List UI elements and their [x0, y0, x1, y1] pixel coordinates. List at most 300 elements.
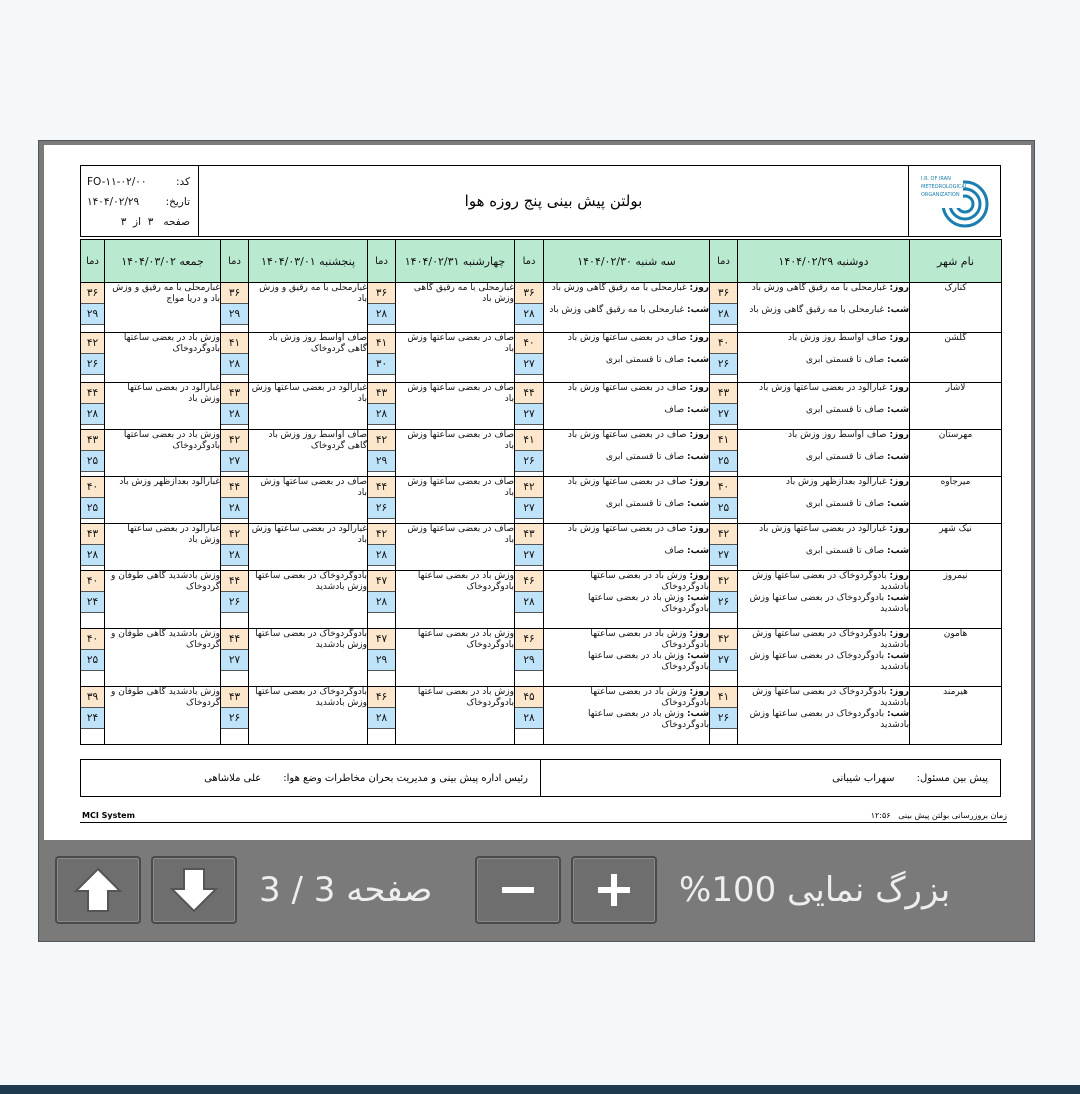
min-temp: ۲۶	[515, 451, 543, 472]
night-text: بادوگردوخاک در بعضی ساعتها وزش بادشدید	[749, 593, 909, 614]
page-up-button[interactable]	[55, 856, 141, 924]
night-text: صاف	[664, 405, 685, 415]
day-text: غبارآلود بعدازظهر وزش باد	[785, 477, 887, 487]
day-label: روز:	[689, 629, 709, 639]
date-label: تاریخ:	[165, 196, 190, 208]
min-temp: ۲۷	[515, 354, 543, 375]
night-label: شب:	[887, 452, 909, 462]
min-temp: ۲۸	[221, 498, 248, 519]
forecast-text	[544, 333, 710, 383]
forecast-table	[80, 239, 1002, 745]
page-num: ۳	[147, 216, 154, 228]
update-info	[871, 811, 1007, 820]
max-temp: ۴۴	[368, 477, 395, 498]
min-temp: ۲۵	[710, 498, 737, 519]
forecast-summary: بادوگردوخاک در بعضی ساعتها وزش بادشدید	[255, 629, 367, 650]
forecast-summary: بادوگردوخاک در بعضی ساعتها وزش بادشدید	[255, 687, 367, 708]
temperature-cell	[221, 629, 249, 687]
page-label: صفحه	[163, 216, 190, 228]
min-temp: ۲۶	[81, 354, 104, 375]
night-label: شب:	[687, 593, 709, 603]
night-text: صاف تا قسمتی ابری	[805, 499, 885, 509]
forecast-summary: غبارآلود در بعضی ساعتها وزش باد	[251, 383, 367, 404]
day-text: وزش باد در بعضی ساعتها بادوگردوخاک	[590, 687, 709, 708]
day-forecast	[738, 283, 909, 305]
max-temp: ۴۳	[221, 383, 248, 404]
max-temp: ۴۰	[710, 333, 737, 354]
table-row	[81, 571, 1002, 629]
minus-icon	[498, 870, 538, 910]
temperature-cell	[81, 333, 105, 383]
min-temp: ۲۵	[710, 451, 737, 472]
bulletin-page	[44, 145, 1031, 840]
forecast-text	[738, 430, 910, 477]
forecast-summary: وزش باد در بعضی ساعتها بادوگردوخاک	[123, 430, 220, 451]
night-text: بادوگردوخاک در بعضی ساعتها وزش بادشدید	[749, 651, 909, 672]
night-forecast	[544, 355, 709, 377]
forecast-summary: غبارمحلی با مه رقیق و وزش باد و دریا مواج	[112, 283, 220, 304]
max-temp: ۴۳	[81, 524, 104, 545]
forecast-text	[105, 571, 221, 629]
day-forecast	[544, 383, 709, 405]
system-name: MCI System	[82, 811, 135, 820]
day-label: روز:	[689, 571, 709, 581]
forecaster-name: سهراب شیبانی	[832, 772, 895, 784]
temperature-cell	[515, 687, 544, 745]
night-text: غبارمحلی با مه رقیق گاهی وزش باد	[549, 305, 685, 315]
day-text: بادوگردوخاک در بعضی ساعتها وزش بادشدید	[752, 687, 909, 708]
zoom-out-button[interactable]	[475, 856, 561, 924]
min-temp: ۲۴	[81, 708, 104, 729]
max-temp: ۳۹	[81, 687, 104, 708]
min-temp: ۲۶	[368, 498, 395, 519]
forecast-text	[105, 477, 221, 524]
min-temp: ۲۸	[221, 354, 248, 375]
night-label: شب:	[887, 593, 909, 603]
temperature-cell	[710, 571, 738, 629]
head-label: رئیس اداره پیش بینی و مدیریت بحران مخاطرات وضع هوا:	[283, 772, 528, 784]
forecast-text	[544, 524, 710, 571]
forecast-text	[738, 571, 910, 629]
forecast-summary: صاف در بعضی ساعتها وزش باد	[407, 524, 514, 545]
day-header-3: چهارشنبه ۱۴۰۴/۰۲/۳۱	[396, 240, 515, 283]
day-label: روز:	[689, 283, 709, 293]
forecast-text	[105, 430, 221, 477]
max-temp: ۳۶	[221, 283, 248, 304]
max-temp: ۴۳	[368, 383, 395, 404]
forecast-text	[544, 629, 710, 687]
forecast-text	[249, 383, 368, 430]
min-temp: ۲۹	[221, 304, 248, 325]
night-forecast	[544, 709, 709, 731]
temperature-cell	[221, 571, 249, 629]
forecast-text	[738, 283, 910, 333]
max-temp: ۴۲	[710, 629, 737, 650]
night-label: شب:	[687, 452, 709, 462]
temperature-cell	[515, 333, 544, 383]
day-text: غبارمحلی با مه رقیق گاهی وزش باد	[551, 283, 687, 293]
temperature-cell	[710, 687, 738, 745]
day-label: روز:	[889, 687, 909, 697]
temp-header: دما	[221, 240, 249, 283]
city-name: مهرستان	[910, 430, 1002, 477]
forecast-summary: غبارآلود در بعضی ساعتها وزش باد	[251, 524, 367, 545]
update-label: زمان بروزرسانی بولتن پیش بینی	[898, 811, 1007, 820]
min-temp: ۲۸	[515, 592, 543, 613]
day-label: روز:	[689, 687, 709, 697]
temperature-cell	[221, 383, 249, 430]
day-forecast	[738, 477, 909, 499]
city-name: لاشار	[910, 383, 1002, 430]
day-text: غبارآلود در بعضی ساعتها وزش باد	[759, 383, 887, 393]
temperature-cell	[221, 687, 249, 745]
forecast-text	[738, 629, 910, 687]
min-temp: ۲۹	[368, 451, 395, 472]
min-temp: ۲۶	[221, 592, 248, 613]
forecast-summary: غبارآلود در بعضی ساعتها وزش باد	[127, 524, 220, 545]
night-label: شب:	[887, 651, 909, 661]
max-temp: ۴۳	[515, 524, 543, 545]
day-label: روز:	[889, 383, 909, 393]
max-temp: ۴۳	[81, 430, 104, 451]
day-forecast	[544, 524, 709, 546]
night-label: شب:	[687, 355, 709, 365]
min-temp: ۲۷	[710, 545, 737, 566]
city-name: گلشن	[910, 333, 1002, 383]
temperature-cell	[368, 283, 396, 333]
night-text: صاف	[664, 546, 685, 556]
svg-text:METEOROLOGICAL: METEOROLOGICAL	[921, 184, 968, 190]
code-label: کد:	[175, 176, 190, 188]
day-forecast	[544, 283, 709, 305]
day-text: بادوگردوخاک در بعضی ساعتها وزش بادشدید	[752, 571, 909, 592]
max-temp: ۴۶	[515, 571, 543, 592]
temperature-cell	[515, 383, 544, 430]
city-header: نام شهر	[910, 240, 1002, 283]
forecast-text	[105, 524, 221, 571]
forecast-summary: صاف در بعضی ساعتها وزش باد	[407, 430, 514, 451]
temperature-cell	[368, 687, 396, 745]
temperature-cell	[710, 477, 738, 524]
plus-icon	[594, 870, 634, 910]
temperature-cell	[81, 571, 105, 629]
temperature-cell	[710, 524, 738, 571]
forecast-summary: صاف در بعضی ساعتها وزش باد	[407, 477, 514, 498]
forecast-summary: غبارآلود در بعضی ساعتها وزش باد	[127, 383, 220, 404]
day-header-1: دوشنبه ۱۴۰۴/۰۲/۲۹	[738, 240, 910, 283]
night-text: صاف تا قسمتی ابری	[805, 405, 885, 415]
night-text: بادوگردوخاک در بعضی ساعتها وزش بادشدید	[749, 709, 909, 730]
forecast-summary: وزش باد در بعضی ساعتها بادوگردوخاک	[417, 687, 514, 708]
max-temp: ۴۴	[515, 383, 543, 404]
temperature-cell	[368, 477, 396, 524]
max-temp: ۴۲	[221, 524, 248, 545]
night-label: شب:	[887, 305, 909, 315]
max-temp: ۴۴	[221, 571, 248, 592]
night-text: وزش باد در بعضی ساعتها بادوگردوخاک	[587, 593, 709, 614]
forecast-text	[249, 333, 368, 383]
bulletin-header	[80, 165, 1001, 237]
day-forecast	[544, 629, 709, 651]
temperature-cell	[368, 524, 396, 571]
forecast-text	[249, 524, 368, 571]
temperature-cell	[515, 571, 544, 629]
forecast-text	[249, 477, 368, 524]
forecast-summary: وزش بادشدید گاهی طوفان و گردوخاک	[111, 629, 220, 650]
day-text: صاف در بعضی ساعتها وزش باد	[567, 430, 687, 440]
forecast-text	[396, 477, 515, 524]
forecast-summary: صاف در بعضی ساعتها وزش باد	[260, 477, 367, 498]
forecast-text	[544, 477, 710, 524]
night-text: وزش باد در بعضی ساعتها بادوگردوخاک	[587, 651, 709, 672]
page-of: از	[133, 216, 142, 228]
forecast-text	[544, 430, 710, 477]
temperature-cell	[221, 430, 249, 477]
page-indicator: صفحه 3 / 3	[259, 870, 433, 910]
night-text: صاف تا قسمتی ابری	[805, 355, 885, 365]
forecast-text	[738, 524, 910, 571]
min-temp: ۲۸	[368, 708, 395, 729]
day-label: روز:	[689, 430, 709, 440]
city-name: هامون	[910, 629, 1002, 687]
max-temp: ۴۱	[710, 430, 737, 451]
night-forecast	[544, 593, 709, 615]
bulletin-title: بولتن پیش بینی پنج روزه هوا	[464, 192, 643, 210]
temperature-cell	[710, 629, 738, 687]
forecast-summary: وزش بادشدید گاهی طوفان و گردوخاک	[111, 687, 220, 708]
forecast-text	[249, 687, 368, 745]
night-forecast	[738, 546, 909, 568]
max-temp: ۴۰	[81, 629, 104, 650]
forecast-summary: صاف در بعضی ساعتها وزش باد	[407, 383, 514, 404]
arrow-down-icon	[168, 865, 220, 915]
min-temp: ۲۸	[515, 708, 543, 729]
day-forecast	[738, 333, 909, 355]
max-temp: ۴۰	[81, 477, 104, 498]
min-temp: ۲۷	[221, 650, 248, 671]
day-text: صاف اواسط روز وزش باد	[788, 430, 887, 440]
night-forecast	[738, 305, 909, 327]
max-temp: ۳۶	[710, 283, 737, 304]
night-forecast	[738, 651, 909, 673]
table-header-row	[81, 240, 1002, 283]
day-text: صاف اواسط روز وزش باد	[788, 333, 887, 343]
max-temp: ۴۶	[368, 687, 395, 708]
day-header-4: پنجشنبه ۱۴۰۴/۰۳/۰۱	[249, 240, 368, 283]
max-temp: ۴۳	[221, 687, 248, 708]
max-temp: ۳۶	[515, 283, 543, 304]
date-value: ۱۴۰۴/۰۲/۲۹	[87, 196, 140, 208]
max-temp: ۴۱	[710, 687, 737, 708]
meteorological-organization-logo	[908, 166, 1000, 236]
night-forecast	[738, 452, 909, 474]
city-name: نیمروز	[910, 571, 1002, 629]
day-label: روز:	[689, 383, 709, 393]
night-label: شب:	[687, 651, 709, 661]
max-temp: ۴۲	[221, 430, 248, 451]
max-temp: ۴۵	[515, 687, 543, 708]
min-temp: ۲۵	[81, 451, 104, 472]
min-temp: ۲۶	[221, 708, 248, 729]
max-temp: ۴۲	[368, 430, 395, 451]
day-label: روز:	[889, 477, 909, 487]
temp-header: دما	[368, 240, 396, 283]
day-text: غبارمحلی با مه رقیق گاهی وزش باد	[751, 283, 887, 293]
day-forecast	[738, 383, 909, 405]
forecast-summary: بادوگردوخاک در بعضی ساعتها وزش بادشدید	[255, 571, 367, 592]
day-label: روز:	[689, 524, 709, 534]
forecast-text	[738, 687, 910, 745]
forecaster-label: پیش بین مسئول:	[916, 772, 988, 784]
forecast-text	[738, 477, 910, 524]
night-forecast	[544, 305, 709, 327]
temperature-cell	[81, 283, 105, 333]
temperature-cell	[81, 430, 105, 477]
min-temp: ۲۸	[81, 545, 104, 566]
max-temp: ۴۰	[710, 477, 737, 498]
forecast-summary: وزش باد در بعضی ساعتها بادوگردوخاک	[417, 629, 514, 650]
code-value: FO-۱۱-۰۲/۰۰	[87, 176, 147, 188]
forecast-table-body	[81, 283, 1002, 745]
night-forecast	[544, 452, 709, 474]
min-temp: ۲۵	[81, 650, 104, 671]
max-temp: ۳۶	[81, 283, 104, 304]
day-text: صاف در بعضی ساعتها وزش باد	[567, 524, 687, 534]
city-name: هیرمند	[910, 687, 1002, 745]
zoom-in-button[interactable]	[571, 856, 657, 924]
temp-header: دما	[710, 240, 738, 283]
night-label: شب:	[887, 405, 909, 415]
night-label: شب:	[887, 355, 909, 365]
min-temp: ۲۷	[221, 451, 248, 472]
temperature-cell	[221, 283, 249, 333]
day-label: روز:	[689, 333, 709, 343]
temperature-cell	[368, 571, 396, 629]
head-name: علی ملاشاهی	[204, 772, 262, 784]
table-row	[81, 629, 1002, 687]
day-label: روز:	[889, 571, 909, 581]
temp-header: دما	[515, 240, 544, 283]
page-down-button[interactable]	[151, 856, 237, 924]
day-forecast	[544, 571, 709, 593]
night-text: صاف تا قسمتی ابری	[805, 546, 885, 556]
min-temp: ۳۰	[368, 354, 395, 375]
night-label: شب:	[687, 546, 709, 556]
forecast-text	[396, 629, 515, 687]
head-section	[81, 760, 541, 796]
night-text: صاف تا قسمتی ابری	[605, 355, 685, 365]
day-forecast	[544, 477, 709, 499]
min-temp: ۲۶	[710, 708, 737, 729]
forecast-text	[544, 687, 710, 745]
arrow-up-icon	[72, 865, 124, 915]
min-temp: ۲۷	[515, 545, 543, 566]
forecast-text	[105, 333, 221, 383]
min-temp: ۲۸	[710, 304, 737, 325]
min-temp: ۲۶	[710, 354, 737, 375]
day-text: صاف در بعضی ساعتها وزش باد	[567, 383, 687, 393]
night-label: شب:	[887, 709, 909, 719]
temperature-cell	[221, 524, 249, 571]
table-row	[81, 524, 1002, 571]
max-temp: ۴۰	[81, 571, 104, 592]
forecast-text	[738, 333, 910, 383]
day-forecast	[544, 687, 709, 709]
temperature-cell	[515, 283, 544, 333]
forecast-summary: وزش باد در بعضی ساعتها بادوگردوخاک	[123, 333, 220, 354]
pdf-viewer	[38, 140, 1035, 942]
min-temp: ۲۸	[368, 404, 395, 425]
min-temp: ۲۸	[368, 545, 395, 566]
temperature-cell	[710, 333, 738, 383]
forecast-text	[105, 687, 221, 745]
forecast-summary: صاف در بعضی ساعتها وزش باد	[407, 333, 514, 354]
temperature-cell	[515, 477, 544, 524]
signature-box	[80, 759, 1001, 797]
max-temp: ۴۱	[368, 333, 395, 354]
day-text: صاف در بعضی ساعتها وزش باد	[567, 477, 687, 487]
night-text: صاف تا قسمتی ابری	[805, 452, 885, 462]
night-forecast	[738, 499, 909, 521]
max-temp: ۴۱	[515, 430, 543, 451]
day-text: صاف در بعضی ساعتها وزش باد	[567, 333, 687, 343]
table-row	[81, 383, 1002, 430]
forecast-text	[396, 571, 515, 629]
max-temp: ۴۴	[221, 477, 248, 498]
night-forecast	[738, 405, 909, 427]
night-forecast	[544, 499, 709, 521]
day-label: روز:	[889, 524, 909, 534]
day-label: روز:	[889, 629, 909, 639]
max-temp: ۴۷	[368, 571, 395, 592]
night-forecast	[738, 593, 909, 615]
night-label: شب:	[687, 499, 709, 509]
min-temp: ۲۷	[515, 404, 543, 425]
night-forecast	[544, 651, 709, 673]
min-temp: ۲۷	[710, 404, 737, 425]
forecast-summary: غبارمحلی با مه رقیق گاهی وزش باد	[413, 283, 514, 304]
day-text: وزش باد در بعضی ساعتها بادوگردوخاک	[590, 571, 709, 592]
max-temp: ۴۱	[221, 333, 248, 354]
forecast-summary: غبارمحلی با مه رقیق و وزش باد	[259, 283, 367, 304]
temperature-cell	[368, 629, 396, 687]
day-forecast	[738, 629, 909, 651]
temperature-cell	[368, 430, 396, 477]
table-row	[81, 687, 1002, 745]
day-text: وزش باد در بعضی ساعتها بادوگردوخاک	[590, 629, 709, 650]
forecast-text	[738, 383, 910, 430]
temperature-cell	[81, 524, 105, 571]
min-temp: ۲۸	[81, 404, 104, 425]
day-header-5: جمعه ۱۴۰۴/۰۳/۰۲	[105, 240, 221, 283]
day-forecast	[544, 430, 709, 452]
max-temp: ۴۰	[515, 333, 543, 354]
max-temp: ۴۲	[710, 571, 737, 592]
temp-header: دما	[81, 240, 105, 283]
day-forecast	[738, 687, 909, 709]
max-temp: ۳۶	[368, 283, 395, 304]
city-name: نیک شهر	[910, 524, 1002, 571]
forecast-summary: وزش بادشدید گاهی طوفان و گردوخاک	[111, 571, 220, 592]
forecast-text	[105, 283, 221, 333]
table-row	[81, 283, 1002, 333]
min-temp: ۲۶	[710, 592, 737, 613]
temperature-cell	[81, 687, 105, 745]
day-label: روز:	[689, 477, 709, 487]
zoom-level: %بزرگ نمایی 100	[679, 870, 951, 910]
day-text: بادوگردوخاک در بعضی ساعتها وزش بادشدید	[752, 629, 909, 650]
page-total: ۳	[120, 216, 127, 228]
